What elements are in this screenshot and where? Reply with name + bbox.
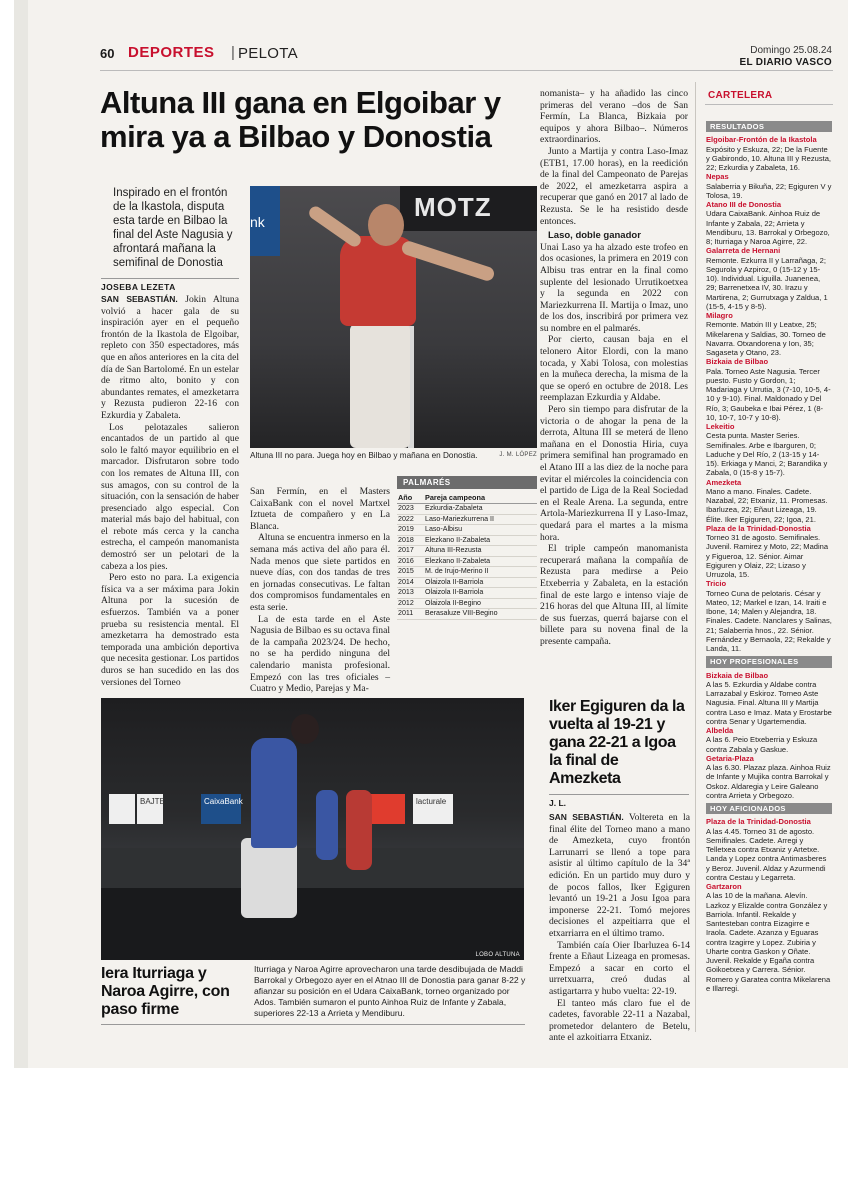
iturriaga-photo bbox=[101, 698, 524, 960]
venue-results: Expósito y Eskuza, 22; De la Fuente y Gabirondo, 10. Altuna III y Rezusta, 22; Ezkurdia y Zabaleta, 16. bbox=[706, 144, 832, 172]
article-paragraph bbox=[540, 543, 688, 647]
venue-name: Bizkaia de Bilbao bbox=[706, 357, 769, 367]
second-headline: Iera Iturriaga y Naroa Agirre, con paso firme bbox=[101, 965, 230, 1018]
section-title: DEPORTES bbox=[128, 44, 215, 61]
altuna-photo bbox=[250, 186, 537, 448]
venue-name: Albelda bbox=[706, 726, 734, 735]
photo-court-floor bbox=[101, 888, 524, 960]
photo-player-distant bbox=[316, 790, 338, 860]
profesionales-title: HOY PROFESIONALES bbox=[706, 656, 832, 667]
palmares-header-year: Año bbox=[397, 492, 424, 504]
palmares-year: 2013 bbox=[397, 588, 424, 599]
main-column-3 bbox=[540, 88, 688, 648]
table-row bbox=[397, 609, 537, 620]
venue-results: Salaberria y Bikuña, 22; Egiguren V y Tolosa, 19. bbox=[706, 181, 832, 200]
photo-player-legs bbox=[350, 324, 410, 448]
palmares-year: 2022 bbox=[397, 514, 424, 525]
column-divider bbox=[695, 82, 696, 1032]
venue-results: Pala. Torneo Aste Nagusia. Tercer puesto. Fusto y Gordon, 1; Madariaga y Urrutia, 3 (7-10, 10-5, 4-10 y 9-10). Final. Maldonado y Del Río, 3; Gaubeka e Ibai Pérez, 1 (8-10, 10-7, 10-7 y 10-8). bbox=[706, 366, 831, 422]
section-separator: | bbox=[231, 44, 235, 61]
third-headline: Iker Egiguren da la vuelta al 19-21 y gana 22-21 a Igoa la final de Amezketa bbox=[549, 698, 685, 787]
photo-player-arm bbox=[307, 204, 364, 249]
cartelera-rule bbox=[705, 104, 833, 105]
photo-player-legs bbox=[241, 838, 297, 918]
palmares-year: 2012 bbox=[397, 598, 424, 609]
palmares-year: 2019 bbox=[397, 525, 424, 536]
main-byline: JOSEBA LEZETA bbox=[101, 278, 239, 292]
cartelera-sidebar bbox=[706, 118, 832, 993]
photo-ad-board: lacturale bbox=[413, 794, 453, 824]
paragraph-text: También caía Oier Ibarluzea 6-14 frente a Eñaut Lizeaga en promesas. Empezó a sacar en corto el urretxuarra, creó dudas al astigartarra y hubo vuelta: 22-19. bbox=[549, 939, 690, 997]
venue-results: Torneo 31 de agosto. Semifinales. Juvenil. Ramirez y Moto, 22; Madina y Figueroa, 12. Sénior. Aimar Egiguren y Olaiz, 22; Lizaso y Urruzola, 15. bbox=[706, 533, 829, 579]
table-row bbox=[397, 535, 537, 546]
venue-name: Gartzaron bbox=[706, 882, 742, 891]
venue-results: Cesta punta. Master Series. Semifinales. Arbe e Ibarguren, 0; Laduche y Del Río, 2 (13-15 y 14-15). Erkiaga y Manci, 2; Barandika y Zabala, 0 (15-8 y 15-7). bbox=[706, 431, 828, 478]
venue-results: Udara CaixaBank. Ainhoa Ruiz de Infante y Zabala, 22; Arrieta y Mendiburu, 13. Barrokal y Orbegozo, 8; Iturriaga y Naroa Agirre, 22. bbox=[706, 209, 830, 246]
page-number: 60 bbox=[100, 46, 115, 61]
dateline: SAN SEBASTIÁN. bbox=[549, 812, 624, 822]
photo-bank-banner: nk bbox=[250, 186, 280, 256]
palmares-title: PALMARÉS bbox=[397, 476, 537, 489]
table-row bbox=[397, 504, 537, 515]
venue-name: Lekeitio bbox=[706, 422, 735, 431]
paragraph-text: La de esta tarde en el Aste Nagusia de Bilbao es su octava final de la campaña 2023/24. De hecho, no se ha perdido ninguna del calendario manista profesional. Empezó con las tres oficiales –Cuatro y Medio, Parejas y Ma- bbox=[250, 613, 390, 695]
article-paragraph bbox=[540, 242, 688, 335]
palmares-pair: Altuna III-Rezusta bbox=[424, 546, 537, 557]
paragraph-text: Jokin Altuna volvió a hacer gala de su inspiración ayer en el pequeño frontón de la Ikastola de Elgoibar, repleto con 350 espectadores, más que en años anteriores en la cita del día de San Bartolomé. En un estelar de ritmo alto, bonito y con abundantes remates, el amezketarra y Rezusta pudieron 22-16 con Ezkurdia y Zabaleta. bbox=[101, 294, 239, 421]
venue-name: Milagro bbox=[706, 311, 733, 320]
palmares-pair: M. de Irujo-Merino II bbox=[424, 567, 537, 578]
paragraph-text: Pero sin tiempo para disfrutar de la victoria o de ahogar la pena de la derrota, Altuna III se meterá de lleno mañana en el Donostia Hiria, cuya primera semifinal han programado en el Atano III a las diez de la noche para evitar el miércoles la coincidencia con el partido de Liga de la Real Sociedad en el Reale Arena. La segunda, entre Artola-Mariezkurrena II y Laso-Imaz, quedará para el martes a la misma hora. bbox=[540, 404, 688, 543]
paragraph-text: Por cierto, causan baja en el telonero Aitor Elordi, con la mano tocada, y Xabi Tolosa, con molestias en la muñeca derecha, la misma de la que se operó en octubre de 2018. Les reemplazan Ezkurdia y Aldabe. bbox=[540, 334, 688, 404]
paragraph-text: El triple campeón manomanista recuperará mañana la compañía de Rezusta para medirse a Peio Etxeberria y Zabaleta, en la estación final de este largo e intenso viaje de 216 horas del que Altuna III, al límite de sus fuerzas, querrá bajarse con el billete para su novena final de la presente campaña. bbox=[540, 543, 688, 647]
resultados-title: RESULTADOS bbox=[706, 121, 832, 132]
cartelera-title: CARTELERA bbox=[708, 90, 773, 101]
photo-ad-board bbox=[371, 794, 405, 824]
article-paragraph bbox=[540, 88, 688, 146]
venue-results: A las 10 de la mañana. Alevín. Lazkoz y Elizalde contra González y Barriola. Infantil. Rekalde y Santesteban contra Eizagirre e Iraola. Cadete. Azanza y Eguaras contra Izagirre y Lopez. Zubiria y Uharte contra Gaskon y Oñate. Juvenil. Rekalde y Egaña contra Goikoetxea y Carrera. Sénior. Romero y Garatea contra Mikelarena e Illarregi. bbox=[706, 891, 831, 993]
paragraph-text: Los pelotazales salieron encantados de un partido al que solo le faltó mayor equilibrio en el marcador. Disfrutaron sobre todo con los remates de Altuna III, con sus amagos, con su control de la situación, con la sensación de haber presenciado algo especial. Con material más bajo del habitual, con el rebote más cerca y la cancha estrecha, el campeón manomanista demostró ser un pelotari de la cabeza a los pies. bbox=[101, 421, 239, 572]
photo-court-wall bbox=[101, 848, 524, 888]
venue-name: Plaza de la Trinidad-Donostia bbox=[706, 817, 811, 827]
aficionados-title: HOY AFICIONADOS bbox=[706, 803, 832, 814]
paragraph-text: El tanteo más claro fue el de cadetes, favorable 22-11 a Nazabal, prometedor delantero de Betelu, ante el azkoitiarra Etxaniz. bbox=[549, 997, 690, 1044]
palmares-pair: Elezkano II-Zabaleta bbox=[424, 535, 537, 546]
palmares-pair: Elezkano II-Zabaleta bbox=[424, 556, 537, 567]
article-paragraph bbox=[250, 532, 390, 613]
palmares-header-pair: Pareja campeona bbox=[424, 492, 537, 504]
palmares-year: 2015 bbox=[397, 567, 424, 578]
subsection-title: PELOTA bbox=[238, 45, 298, 62]
article-paragraph bbox=[101, 572, 239, 688]
main-subhead: Laso, doble ganador bbox=[548, 230, 641, 242]
dateline: SAN SEBASTIÁN. bbox=[101, 294, 178, 304]
edition-date: Domingo 25.08.24 bbox=[750, 45, 832, 56]
venue-results: Remonte. Matxin III y Leatxe, 25; Mikelarena y Saldias, 30. Torneo de Navarra. Otxandorena y Ion, 35; Sagaseta y Otano, 23. bbox=[706, 320, 826, 357]
table-row bbox=[397, 514, 537, 525]
main-column-2 bbox=[250, 486, 390, 695]
third-column bbox=[549, 812, 690, 1044]
newspaper-name: EL DIARIO VASCO bbox=[739, 57, 832, 68]
paragraph-text: Pero esto no para. La exigencia física va a ser máxima para Jokin Altuna por la sucesión de esfuerzos. También va a poner prueba su resistencia mental. El amezketarra ha demostrado esta temporada una ambición deportiva que necesita gestionar. Los partidos duros se han sucedido en las dos versiones del Torneo bbox=[101, 572, 239, 688]
header-rule bbox=[100, 70, 833, 71]
venue-results: A las 6.30. Plazaz plaza. Ainhoa Ruiz de Infante y Mujika contra Barrokal y Oskoz. Aldaregia y Leire Galeano contra Arrieta y Orbegozo. bbox=[706, 763, 831, 800]
paragraph-text: Altuna se encuentra inmerso en la semana más activa del año para él. Nada menos que siete partidos en nueve días, con dos tandas de tres en jornadas consecutivas. Le faltan dos compromisos fundamentales en esta serie. bbox=[250, 532, 390, 613]
venue-results: Remonte. Ezkurra II y Larrañaga, 2; Segurola y Azpiroz, 0 (15-12 y 15-10). Individual. Liguilla. Juanenea, 29; Barrenetxea IV, 30. Irazu y Martirena, 2; Gurrutxaga y Zaldua, 1 (15-5, 4-15 y 8-5). bbox=[706, 255, 828, 311]
photo-caption-text: Altuna III no para. Juega hoy en Bilbao y mañana en Donostia. bbox=[250, 451, 478, 460]
photo-sponsor-text: MOTZ bbox=[414, 192, 492, 222]
venue-name: Plaza de la Trinidad-Donostia bbox=[706, 523, 811, 533]
photo-credit: J. M. LÓPEZ bbox=[499, 452, 537, 458]
article-paragraph bbox=[549, 940, 690, 998]
article-paragraph bbox=[540, 404, 688, 543]
photo-ad-board bbox=[109, 794, 135, 824]
article-paragraph bbox=[250, 614, 390, 695]
palmares-pair: Laso-Mariezkurrena II bbox=[424, 514, 537, 525]
venue-results: Mano a mano. Finales. Cadete. Nazabal, 22; Etxaniz, 11. Promesas. Ibarluzea, 22; Eñaut Lizeaga, 19. Élite. Iker Egiguren, 22; Igoa, 21. bbox=[706, 486, 828, 524]
palmares-pair: Laso-Albisu bbox=[424, 525, 537, 536]
venue-name: Nepas bbox=[706, 172, 729, 182]
venue-results: A las 4.45. Torneo 31 de agosto. Semifinales. Cadete. Arregi y Telletxea contra Etxaniz y Artetxe. Landa y Lopez contra Antimasberes y Beroz. Juvenil. Aldaz y Azurmendi contra Cestau y Legarreta. bbox=[706, 826, 827, 882]
palmares-year: 2023 bbox=[397, 504, 424, 515]
venue-results: A las 6. Peio Etxeberria y Eskuza contra Zabala y Gaskue. bbox=[706, 735, 818, 754]
main-column-1 bbox=[101, 294, 239, 688]
photo-player-shirt bbox=[251, 738, 297, 848]
table-row bbox=[397, 598, 537, 609]
paragraph-text: San Fermín, en el Masters CaixaBank con el novel Martxel Iztueta de compañero y en La Blanca. bbox=[250, 486, 390, 532]
photo-ad-board: CaixaBank bbox=[201, 794, 241, 824]
photo-player-head bbox=[291, 714, 319, 744]
venue-name: Amezketa bbox=[706, 477, 742, 487]
photo2-credit: LOBO ALTUNA bbox=[475, 952, 520, 958]
table-row bbox=[397, 556, 537, 567]
venue-name: Elgoibar-Frontón de la Ikastola bbox=[706, 135, 817, 145]
venue-results: Torneo Cuna de pelotaris. César y Mateo, 12; Markel e Izan, 14. Iraiti e Ibone, 14; Malen y Alejandra, 18. Finales. Cadete. Nanclares y Salinas, 21; Salaberria hnos., 22. Sénior. Fernández y Bernaola, 22; Rekalde y Landa, 11. bbox=[706, 588, 832, 653]
palmares-year: 2018 bbox=[397, 535, 424, 546]
paragraph-text: Voltereta en la final élite del Torneo mano a mano de Amezketa, cuyo frontón Larrunarri se llenó a tope para asistir al último capítulo de la 34ª edición. En un partido muy duro y de pocos fallos, Iker Egiguren levantó un 19-21 a Josu Igoa para imponerse 22-21. Tomó mejores decisiones el azpeitiarra que el etxarriarra en el último tramo. bbox=[549, 812, 690, 939]
paragraph-text: Junto a Martija y contra Laso-Imaz (ETB1, 17.00 horas), en la reedición de la final del Campeonato de Parejas de 2022, el amezketarra aspira a recuperar que ganó en 2017 al lado de Rezusta. Se le ha resistido desde entonces. bbox=[540, 145, 688, 227]
table-row bbox=[397, 577, 537, 588]
table-row bbox=[397, 567, 537, 578]
paragraph-text: Unai Laso ya ha alzado este trofeo en dos ocasiones, la primera en 2019 con Albisu tras entrar en la final como suplente del lesionado Urrutikoetxea y la segunda en 2022 con Mariezkurrena II. Martija o Imaz, uno de los dos, inscribirá por primera vez su nombre en el palmarés. bbox=[540, 241, 688, 334]
main-headline: Altuna III gana en Elgoibar y mira ya a Bilbao y Donostia bbox=[100, 85, 501, 154]
article-paragraph bbox=[540, 146, 688, 227]
venue-name: Bizkaia de Bilbao bbox=[706, 670, 769, 680]
palmares-pair: Olaizola II-Barriola bbox=[424, 577, 537, 588]
palmares-pair: Ezkurdia-Zabaleta bbox=[424, 504, 537, 515]
main-lede: Inspirado en el frontón de la Ikastola, disputa esta tarde en Bilbao la final del Aste Nagusia y afrontará mañana la semifinal de Donostia bbox=[113, 187, 233, 269]
photo-player-distant bbox=[346, 790, 372, 870]
palmares-year: 2011 bbox=[397, 609, 424, 620]
article-paragraph bbox=[250, 486, 390, 532]
venue-name: Atano III de Donostia bbox=[706, 200, 782, 209]
palmares-table bbox=[397, 492, 537, 620]
article-paragraph bbox=[549, 998, 690, 1044]
paragraph-text: nomanista– y ha añadido las cinco primeras del verano –dos de San Fermín, La Blanca, Bizkaia por equipos y ahora Bilbao–. Números extraordinarios. bbox=[540, 88, 688, 146]
photo-ad-board: BAJTE bbox=[137, 794, 163, 824]
table-row bbox=[397, 588, 537, 599]
photo-caption bbox=[250, 451, 537, 460]
photo-player-head bbox=[368, 204, 404, 246]
article-paragraph bbox=[101, 294, 239, 422]
article-paragraph bbox=[101, 422, 239, 573]
venue-name: Tricio bbox=[706, 579, 727, 589]
palmares-year: 2016 bbox=[397, 556, 424, 567]
third-byline: J. L. bbox=[549, 794, 689, 808]
palmares-year: 2017 bbox=[397, 546, 424, 557]
table-row bbox=[397, 525, 537, 536]
second-rule bbox=[101, 1024, 525, 1025]
palmares-pair: Berasaluze VIII-Begino bbox=[424, 609, 537, 620]
venue-name: Getaria-Plaza bbox=[706, 753, 754, 763]
palmares-pair: Olaizola II-Begino bbox=[424, 598, 537, 609]
table-row bbox=[397, 546, 537, 557]
second-text: Iturriaga y Naroa Agirre aprovecharon una tarde desdibujada de Maddi Barrokal y Orbegozo ayer en el Atnao III de Donostia para ganar 8-22 y afianzar su posición en el Udara CaixaBank, torneo organizado por Ados. También sumaron el punto Ainhoa Ruiz de Infante y Zabala, superiores 22-13 a Arrieta y Mendiburu. bbox=[254, 964, 526, 1018]
venue-name: Galarreta de Hernani bbox=[706, 246, 781, 256]
venue-results: A las 5. Ezkurdia y Aldabe contra Larrazabal y Eskiroz. Torneo Aste Nagusia. Final. Altuna III y Martija contra Laso e Imaz. Mata y Erostarbe contra Senar y Ugartemendia. bbox=[706, 679, 832, 726]
article-paragraph bbox=[540, 334, 688, 404]
palmares-year: 2014 bbox=[397, 577, 424, 588]
palmares-pair: Olaizola II-Barriola bbox=[424, 588, 537, 599]
article-paragraph bbox=[549, 812, 690, 940]
